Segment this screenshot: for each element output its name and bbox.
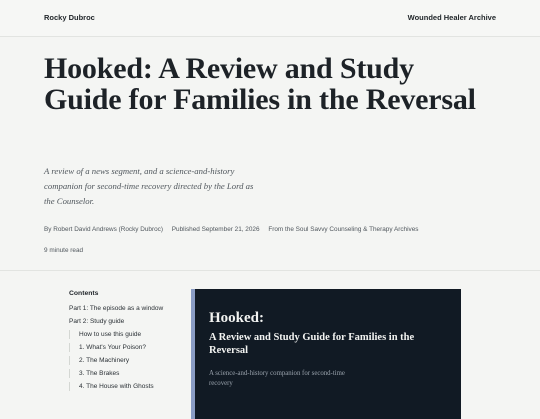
article-meta [44,226,425,233]
byline: By Robert David Andrews (Rocky Dubroc) [44,226,163,233]
toc-item-machinery[interactable]: 2. The Machinery [69,356,179,365]
section-divider [0,270,540,271]
cover-subtitle: A Review and Study Guide for Families in the Reversal [209,332,415,356]
cover-image [191,289,461,419]
toc-item-brakes[interactable]: 3. The Brakes [69,369,179,378]
toc-item-house-with-ghosts[interactable]: 4. The House with Ghosts [69,382,179,391]
cover-title: Hooked: [209,310,265,326]
toc-item-how-to-use[interactable]: How to use this guide [69,330,179,339]
article-title: Hooked: A Review and Study Guide for Families in the Reversal [44,52,476,116]
archive-link[interactable]: Wounded Healer Archive [407,13,496,22]
published-date: Published September 21, 2026 [171,226,260,233]
cover-tagline: A science-and-history companion for second-time recovery [209,370,345,387]
site-name-link[interactable]: Rocky Dubroc [44,13,95,22]
read-time: 9 minute read [44,247,84,254]
toc-item-part-1[interactable]: Part 1: The episode as a window [69,305,164,312]
toc-item-whats-your-poison[interactable]: 1. What's Your Poison? [69,343,179,352]
top-bar [0,0,540,37]
article-subtitle: A review of a news segment, and a science-and-history companion for second-time recovery directed by the Lord as the Counselor. [44,166,254,206]
toc-title: Contents [69,290,99,297]
table-of-contents [69,290,179,395]
source-note: From the Soul Savvy Counseling & Therapy Archives [268,226,419,233]
toc-item-part-2[interactable]: Part 2: Study guide [69,318,125,325]
